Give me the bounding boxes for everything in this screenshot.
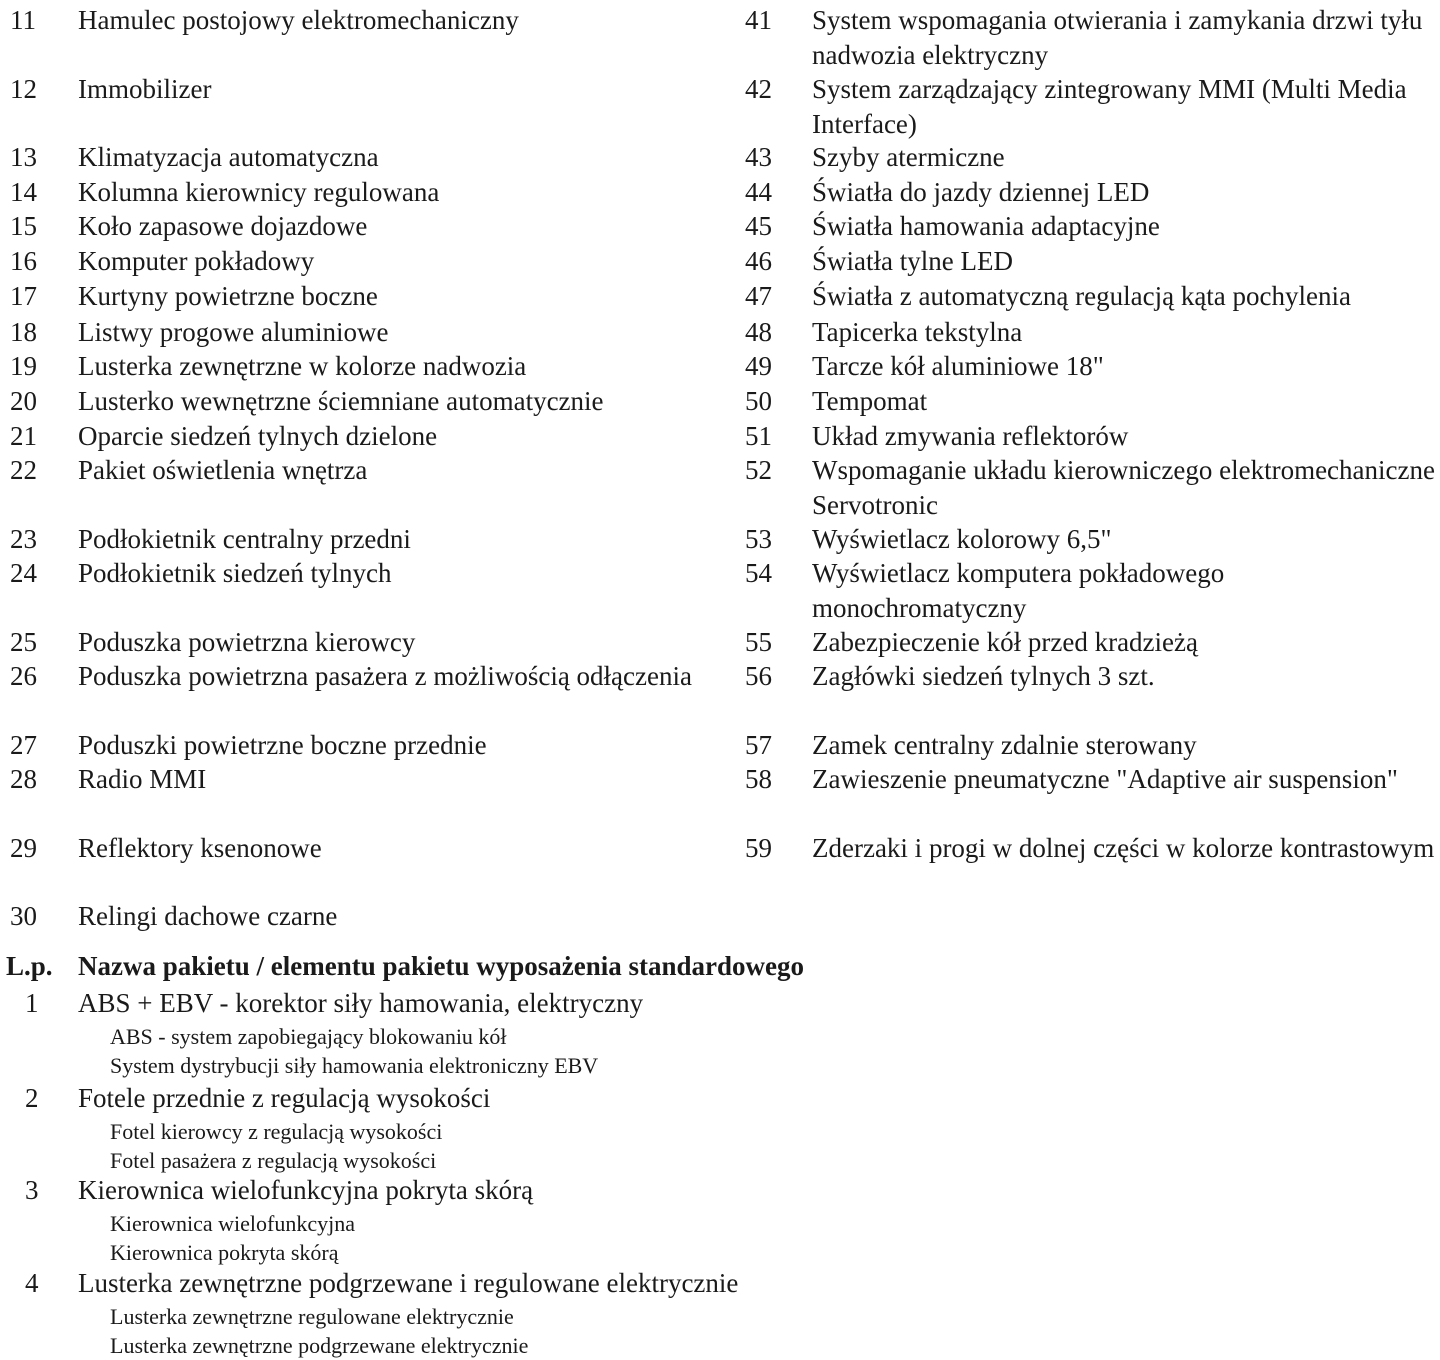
item-number: 28 [10, 764, 37, 794]
item-number: 47 [745, 281, 772, 311]
item-number: 15 [10, 211, 37, 241]
item-number: 51 [745, 421, 772, 451]
item-number: 4 [25, 1268, 39, 1298]
item-number: 14 [10, 177, 37, 207]
item-number: 52 [745, 455, 772, 485]
item-text: Poduszka powietrzna pasażera z możliwością odłączenia [78, 661, 692, 691]
item-number: 25 [10, 627, 37, 657]
header-lp: L.p. [6, 951, 53, 981]
item-text: Relingi dachowe czarne [78, 901, 338, 931]
item-text: Zderzaki i progi w dolnej części w kolorze kontrastowym [812, 833, 1435, 863]
item-number: 42 [745, 74, 772, 104]
item-text: Listwy progowe aluminiowe [78, 317, 389, 347]
item-text: Pakiet oświetlenia wnętrza [78, 455, 368, 485]
item-number: 13 [10, 142, 37, 172]
item-text: Koło zapasowe dojazdowe [78, 211, 368, 241]
item-text: Światła z automatyczną regulacją kąta pochylenia [812, 281, 1351, 311]
package-subitem: Kierownica pokryta skórą [110, 1240, 339, 1265]
item-number: 18 [10, 317, 37, 347]
item-number: 53 [745, 524, 772, 554]
item-text: Lusterka zewnętrzne w kolorze nadwozia [78, 351, 527, 381]
item-text: Szyby atermiczne [812, 142, 1005, 172]
package-subitem: Kierownica wielofunkcyjna [110, 1211, 355, 1236]
item-text: Klimatyzacja automatyczna [78, 142, 379, 172]
item-number: 16 [10, 246, 37, 276]
item-text: Zabezpieczenie kół przed kradzieżą [812, 627, 1198, 657]
package-subitem: Lusterka zewnętrzne regulowane elektrycznie [110, 1304, 514, 1329]
item-text: Układ zmywania reflektorów [812, 421, 1129, 451]
item-number: 17 [10, 281, 37, 311]
item-number: 11 [10, 5, 36, 35]
item-text: Reflektory ksenonowe [78, 833, 322, 863]
item-number: 58 [745, 764, 772, 794]
package-subitem: Fotel pasażera z regulacją wysokości [110, 1148, 437, 1173]
item-text: Zawieszenie pneumatyczne "Adaptive air suspension" [812, 764, 1398, 794]
item-number: 2 [25, 1083, 39, 1113]
item-text: Światła hamowania adaptacyjne [812, 211, 1160, 241]
item-text: Zagłówki siedzeń tylnych 3 szt. [812, 661, 1155, 691]
item-text: Zamek centralny zdalnie sterowany [812, 730, 1197, 760]
item-number: 21 [10, 421, 37, 451]
item-text: Tapicerka tekstylna [812, 317, 1023, 347]
item-number: 56 [745, 661, 772, 691]
item-text: Wyświetlacz komputera pokładowego monochromatyczny [812, 558, 1225, 623]
item-number: 59 [745, 833, 772, 863]
package-subitem: System dystrybucji siły hamowania elektroniczny EBV [110, 1053, 599, 1078]
item-text: Radio MMI [78, 764, 207, 794]
item-number: 41 [745, 5, 772, 35]
item-number: 50 [745, 386, 772, 416]
item-number: 26 [10, 661, 37, 691]
item-text: System zarządzający zintegrowany MMI (Multi Media Interface) [812, 74, 1407, 139]
item-number: 44 [745, 177, 772, 207]
package-subitem: ABS - system zapobiegający blokowaniu kół [110, 1024, 507, 1049]
item-text: Lusterka zewnętrzne podgrzewane i regulowane elektrycznie [78, 1268, 739, 1298]
item-number: 43 [745, 142, 772, 172]
item-text: Podłokietnik centralny przedni [78, 524, 411, 554]
item-number: 24 [10, 558, 37, 588]
item-number: 20 [10, 386, 37, 416]
item-text: Kierownica wielofunkcyjna pokryta skórą [78, 1175, 534, 1205]
item-number: 55 [745, 627, 772, 657]
item-number: 23 [10, 524, 37, 554]
item-number: 1 [25, 988, 39, 1018]
item-text: Światła tylne LED [812, 246, 1013, 276]
item-text: Wspomaganie układu kierowniczego elektromechaniczne Servotronic [812, 455, 1435, 520]
item-text: Lusterko wewnętrzne ściemniane automatycznie [78, 386, 604, 416]
item-number: 27 [10, 730, 37, 760]
package-subitem: Lusterka zewnętrzne podgrzewane elektrycznie [110, 1333, 529, 1358]
item-number: 3 [25, 1175, 39, 1205]
item-number: 45 [745, 211, 772, 241]
item-text: Kolumna kierownicy regulowana [78, 177, 440, 207]
item-number: 30 [10, 901, 37, 931]
item-number: 22 [10, 455, 37, 485]
item-text: Fotele przednie z regulacją wysokości [78, 1083, 491, 1113]
item-text: Komputer pokładowy [78, 246, 315, 276]
item-number: 54 [745, 558, 772, 588]
item-text: Immobilizer [78, 74, 212, 104]
item-text: System wspomagania otwierania i zamykania drzwi tyłu nadwozia elektryczny [812, 5, 1423, 70]
item-text: Hamulec postojowy elektromechaniczny [78, 5, 519, 35]
item-number: 29 [10, 833, 37, 863]
package-subitem: Fotel kierowcy z regulacją wysokości [110, 1119, 443, 1144]
item-number: 57 [745, 730, 772, 760]
item-text: Poduszka powietrzna kierowcy [78, 627, 416, 657]
item-text: Kurtyny powietrzne boczne [78, 281, 378, 311]
item-number: 49 [745, 351, 772, 381]
item-number: 12 [10, 74, 37, 104]
item-text: Światła do jazdy dziennej LED [812, 177, 1150, 207]
item-text: Oparcie siedzeń tylnych dzielone [78, 421, 438, 451]
item-text: Wyświetlacz kolorowy 6,5" [812, 524, 1112, 554]
item-number: 46 [745, 246, 772, 276]
item-text: Tarcze kół aluminiowe 18" [812, 351, 1104, 381]
item-text: Poduszki powietrzne boczne przednie [78, 730, 487, 760]
header-title: Nazwa pakietu / elementu pakietu wyposażenia standardowego [78, 951, 805, 981]
item-text: ABS + EBV - korektor siły hamowania, elektryczny [78, 988, 644, 1018]
item-number: 48 [745, 317, 772, 347]
item-text: Podłokietnik siedzeń tylnych [78, 558, 392, 588]
item-number: 19 [10, 351, 37, 381]
item-text: Tempomat [812, 386, 928, 416]
